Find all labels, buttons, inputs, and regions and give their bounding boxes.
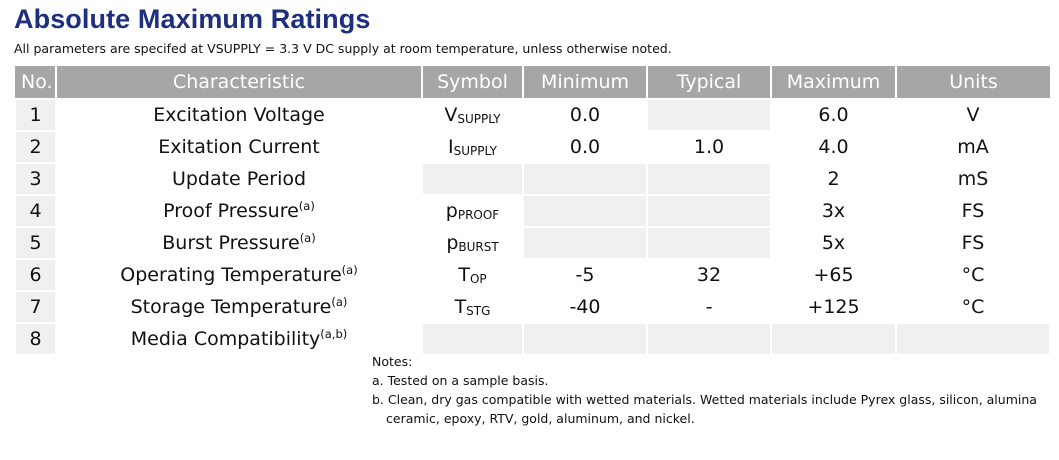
typical-cell <box>647 195 771 227</box>
table-row <box>15 131 1050 163</box>
symbol-cell <box>422 323 523 355</box>
footnote-marker: (a) <box>298 199 315 213</box>
typical-cell: - <box>647 291 771 323</box>
column-header-characteristic: Characteristic <box>56 66 422 99</box>
characteristic-cell <box>56 131 422 163</box>
symbol-subscript: SUPPLY <box>457 112 501 126</box>
maximum-cell: 2 <box>771 163 896 195</box>
characteristic-name: Operating Temperature <box>120 264 342 286</box>
typical-cell <box>647 227 771 259</box>
units-cell: FS <box>896 195 1050 227</box>
maximum-cell: 5x <box>771 227 896 259</box>
minimum-cell: 0.0 <box>523 99 647 131</box>
characteristic-cell <box>56 163 422 195</box>
notes-heading: Notes: <box>372 354 413 369</box>
minimum-cell <box>523 195 647 227</box>
table-body <box>15 99 1050 355</box>
symbol-cell <box>422 163 523 195</box>
symbol-main: I <box>448 136 454 158</box>
maximum-cell: +65 <box>771 259 896 291</box>
footnote-marker: (a) <box>341 263 358 277</box>
column-header-maximum: Maximum <box>771 66 896 99</box>
row-number: 8 <box>15 323 56 355</box>
maximum-cell: 4.0 <box>771 131 896 163</box>
table-header-row <box>15 66 1050 99</box>
table-row <box>15 163 1050 195</box>
typical-cell <box>647 99 771 131</box>
units-cell: FS <box>896 227 1050 259</box>
characteristic-cell <box>56 195 422 227</box>
symbol-subscript: STG <box>466 304 491 318</box>
symbol-cell <box>422 227 523 259</box>
maximum-cell: +125 <box>771 291 896 323</box>
characteristic-cell <box>56 291 422 323</box>
table-row <box>15 227 1050 259</box>
symbol-subscript: SUPPLY <box>453 144 497 158</box>
table-row <box>15 195 1050 227</box>
typical-cell: 1.0 <box>647 131 771 163</box>
characteristic-cell <box>56 227 422 259</box>
characteristic-name: Storage Temperature <box>130 296 332 318</box>
units-cell <box>896 323 1050 355</box>
symbol-subscript: OP <box>469 272 487 286</box>
typical-cell <box>647 323 771 355</box>
row-number: 4 <box>15 195 56 227</box>
notes <box>372 352 1037 428</box>
footnote-marker: (a) <box>299 231 316 245</box>
row-number: 1 <box>15 99 56 131</box>
row-number: 5 <box>15 227 56 259</box>
row-number: 6 <box>15 259 56 291</box>
characteristic-name: Update Period <box>171 168 307 190</box>
minimum-cell: 0.0 <box>523 131 647 163</box>
column-header-minimum: Minimum <box>523 66 647 99</box>
table-row <box>15 323 1050 355</box>
units-cell: mA <box>896 131 1050 163</box>
note-a: a. Tested on a sample basis. <box>372 373 549 388</box>
footnote-marker: (a,b) <box>320 327 348 341</box>
minimum-cell <box>523 227 647 259</box>
maximum-cell: 3x <box>771 195 896 227</box>
row-number: 7 <box>15 291 56 323</box>
characteristic-name: Exitation Current <box>158 136 320 158</box>
typical-cell <box>647 163 771 195</box>
symbol-subscript: PROOF <box>457 208 500 222</box>
symbol-main: V <box>444 104 458 126</box>
characteristic-cell <box>56 99 422 131</box>
typical-cell: 32 <box>647 259 771 291</box>
symbol-main: T <box>458 264 470 286</box>
symbol-cell <box>422 131 523 163</box>
units-cell: °C <box>896 291 1050 323</box>
footnote-marker: (a) <box>331 295 348 309</box>
table-row <box>15 259 1050 291</box>
characteristic-cell <box>56 323 422 355</box>
table-row <box>15 291 1050 323</box>
row-number: 3 <box>15 163 56 195</box>
minimum-cell <box>523 163 647 195</box>
page-title: Absolute Maximum Ratings <box>14 4 371 34</box>
minimum-cell: -5 <box>523 259 647 291</box>
characteristic-cell <box>56 259 422 291</box>
maximum-cell: 6.0 <box>771 99 896 131</box>
symbol-cell <box>422 99 523 131</box>
units-cell: mS <box>896 163 1050 195</box>
symbol-main: p <box>445 200 458 222</box>
page-subtitle: All parameters are specifed at VSUPPLY = 3.3 V DC supply at room temperature, unless otherwise noted. <box>14 41 672 56</box>
symbol-cell <box>422 259 523 291</box>
note-b: b. Clean, dry gas compatible with wetted materials. Wetted materials include Pyrex glass, silicon, alumina <box>372 392 1037 407</box>
note-b-continued: ceramic, epoxy, RTV, gold, aluminum, and nickel. <box>386 411 695 426</box>
units-cell: V <box>896 99 1050 131</box>
maximum-cell <box>771 323 896 355</box>
symbol-cell <box>422 291 523 323</box>
units-cell: °C <box>896 259 1050 291</box>
characteristic-name: Burst Pressure <box>162 232 300 254</box>
minimum-cell <box>523 323 647 355</box>
column-header-typical: Typical <box>647 66 771 99</box>
symbol-subscript: BURST <box>458 240 499 254</box>
characteristic-name: Excitation Voltage <box>153 104 325 126</box>
symbol-cell <box>422 195 523 227</box>
column-header-no: No. <box>15 66 56 99</box>
column-header-symbol: Symbol <box>422 66 523 99</box>
symbol-main: p <box>446 232 459 254</box>
column-header-units: Units <box>896 66 1050 99</box>
row-number: 2 <box>15 131 56 163</box>
characteristic-name: Media Compatibility <box>130 328 321 350</box>
minimum-cell: -40 <box>523 291 647 323</box>
ratings-table <box>14 66 1051 356</box>
symbol-main: T <box>454 296 467 318</box>
table-row <box>15 99 1050 131</box>
characteristic-name: Proof Pressure <box>163 200 299 222</box>
